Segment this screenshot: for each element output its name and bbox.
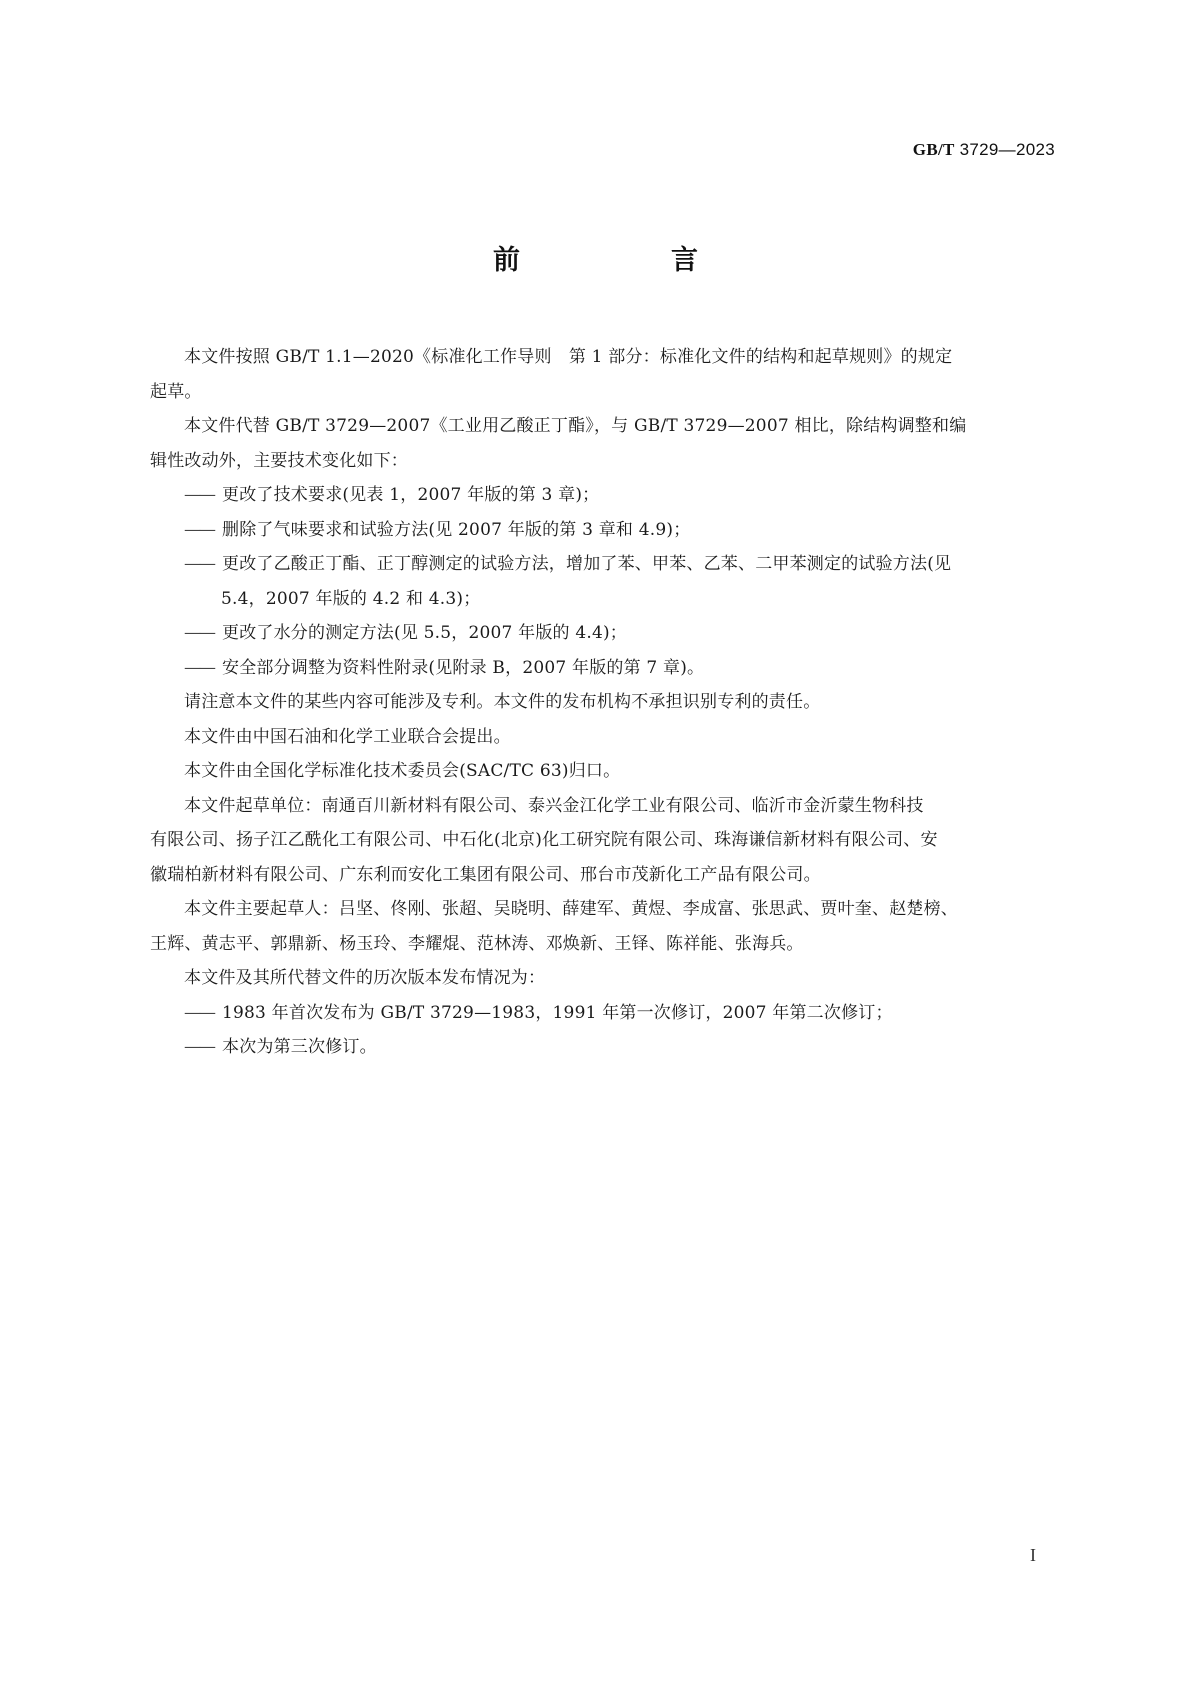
paragraph-drafting-rules-line2: 起草。 [150,381,202,402]
change-item [150,616,1062,651]
paragraph-version-history: 本文件及其所代替文件的历次版本发布情况为： [184,968,546,988]
paragraph-replaces-line1: 本文件代替 GB/T 3729—2007《工业用乙酸正丁酯》，与 GB/T 3729—2007 相比，除结构调整和编 [184,416,967,436]
paragraph-proposed-by: 本文件由中国石油和化学工业联合会提出。 [184,726,511,747]
page-title: 前 言 [493,245,760,276]
change-item [150,651,1062,686]
change-item [150,513,1062,548]
foreword-body [150,340,1062,1065]
paragraph-drafting-rules-line1: 本文件按照 GB/T 1.1—2020《标准化工作导则 第 1 部分：标准化文件的结构和起草规则》的规定 [184,347,953,367]
paragraph-patent-notice: 请注意本文件的某些内容可能涉及专利。本文件的发布机构不承担识别专利的责任。 [184,692,821,712]
history-item [150,996,1062,1031]
history-text: 1983 年首次发布为 GB/T 3729—1983，1991 年第一次修订，2007 年第二次修订； [222,1002,893,1023]
dash-bullet: —— [184,485,214,505]
paragraph-drafters-line1: 本文件主要起草人：吕坚、佟刚、张超、吴晓明、薛建军、黄煜、李成富、张思武、贾叶奎、赵楚榜、 [184,899,958,919]
dash-bullet: —— [184,657,214,678]
change-text: 安全部分调整为资料性附录(见附录 B，2007 年版的第 7 章)。 [222,657,705,678]
standard-code [913,140,1055,160]
paragraph-technical-committee: 本文件由全国化学标准化技术委员会(SAC/TC 63)归口。 [184,761,621,781]
paragraph-drafting-units-line3: 徽瑞柏新材料有限公司、广东利而安化工集团有限公司、邢台市茂新化工产品有限公司。 [150,864,821,885]
page-number: I [1030,1545,1036,1565]
change-item [150,478,1062,513]
paragraph-drafting-units-line2: 有限公司、扬子江乙酰化工有限公司、中石化(北京)化工研究院有限公司、珠海谦信新材料有限公司、安 [150,830,938,850]
change-text: 删除了气味要求和试验方法(见 2007 年版的第 3 章和 4.9)； [222,519,691,540]
change-text: 更改了乙酸正丁酯、正丁醇测定的试验方法，增加了苯、甲苯、乙苯、二甲苯测定的试验方法(见 [222,554,952,574]
change-item [150,547,1062,582]
change-text: 更改了水分的测定方法(见 5.5，2007 年版的 4.4)； [222,623,628,643]
paragraph-drafters-line2: 王辉、黄志平、郭鼎新、杨玉玲、李耀焜、范林涛、邓焕新、王铎、陈祥能、张海兵。 [150,933,804,954]
history-text: 本次为第三次修订。 [222,1037,377,1057]
dash-bullet: —— [184,1002,214,1023]
history-item [150,1030,1062,1065]
dash-bullet: —— [184,1037,214,1057]
change-text: 更改了技术要求(见表 1，2007 年版的第 3 章)； [222,485,600,505]
dash-bullet: —— [184,519,214,540]
change-item-continuation: 5.4，2007 年版的 4.2 和 4.3)； [221,588,481,609]
dash-bullet: —— [184,554,214,574]
dash-bullet: —— [184,623,214,643]
standard-number: 3729—2023 [959,140,1055,159]
standard-prefix: GB/T [912,140,955,159]
paragraph-drafting-units-line1: 本文件起草单位：南通百川新材料有限公司、泰兴金江化学工业有限公司、临沂市金沂蒙生物科技 [184,795,924,816]
paragraph-replaces-line2: 辑性改动外，主要技术变化如下： [150,450,408,471]
